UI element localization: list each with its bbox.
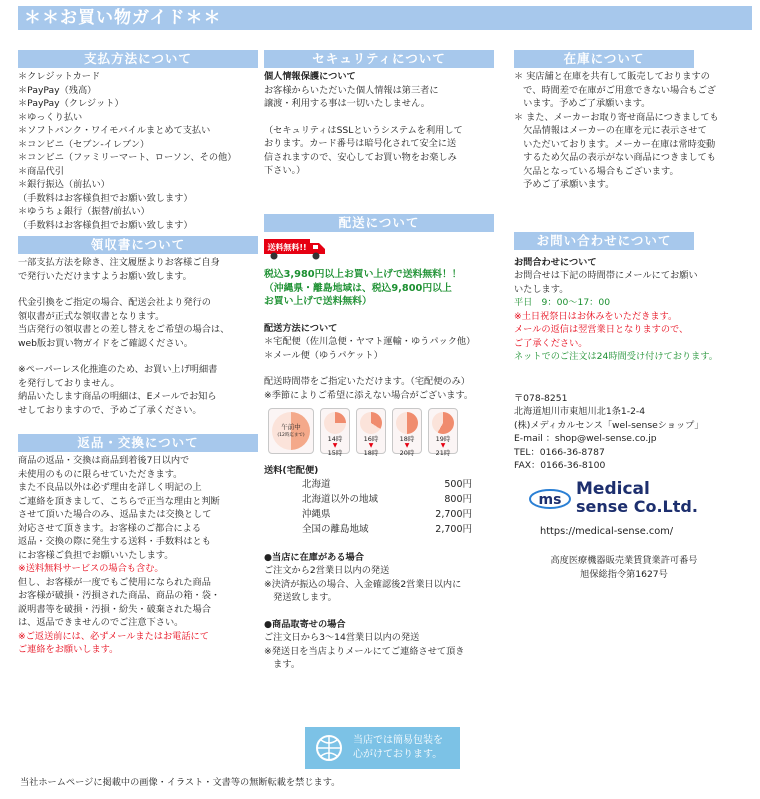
text-line: 代金引換をご指定の場合、配送会社より発行の: [18, 297, 211, 308]
simple-packaging-banner: [305, 727, 460, 769]
text-line: ＊コンビニ（ファミリーマート、ローソン、その他）: [18, 152, 237, 163]
page-title: ＊＊お買い物ガイド＊＊: [18, 6, 752, 30]
text-line: 未使用のものに限らせていただきます。: [18, 468, 183, 480]
text-line: 北海道旭川市東旭川北1条1-2-4: [514, 406, 646, 417]
text-line: ＊ゆっくり払い: [18, 111, 83, 123]
slot-bottom: 18時: [363, 449, 379, 457]
text-line: web版お買い物ガイドをご確認ください。: [18, 337, 193, 349]
text-line: （セキュリティはSSLというシステムを利用して: [264, 124, 463, 136]
text-line: ＊商品代引: [18, 165, 64, 177]
payment-heading: 支払方法について: [18, 50, 258, 68]
method-heading: 配送方法について: [264, 322, 338, 334]
text-line: 領収書が正式な領収書となります。: [18, 310, 165, 322]
text-line: ＊ゆうちょ銀行（振替/前払い）: [18, 206, 150, 217]
text-line: ご注文から2営業日以内の発送: [264, 565, 390, 576]
text-line: ＊PayPay（残高）: [18, 84, 97, 96]
free-shipping-sub: [264, 282, 504, 309]
fee-region: 全国の離島地域: [302, 523, 369, 535]
text-line: 対応させて頂きます。お客様のご都合による: [18, 522, 202, 534]
text-line: ＊PayPay（クレジット）: [18, 98, 124, 109]
text-line: ＊ また、メーカーお取り寄せ商品につきましても: [514, 111, 719, 123]
delivery-time-slots: [268, 408, 504, 457]
text-line: を発行しておりません。: [18, 377, 120, 389]
text-line: おります。カード番号は暗号化されて安全に送: [264, 138, 457, 149]
text-line: させて頂いた場合のみ、返品または交換として: [18, 509, 212, 520]
text-line: 信されますので、安心してお買い物をお楽しみ: [264, 151, 457, 163]
text-line: 旭保総指令第1627号: [580, 568, 668, 580]
table-row: [302, 508, 472, 523]
clock-icon: [324, 412, 346, 434]
text-line: 予めご了承願います。: [514, 179, 615, 190]
table-row: [302, 493, 472, 508]
time-slot-18: 18時 ▼ 20時: [392, 408, 422, 454]
text-line: は、返品できませんのでご注意下さい。: [18, 617, 184, 628]
text-line: います。予めご了承願います。: [514, 98, 651, 109]
text-line: また不良品以外は必ず理由を詳しく明記の上: [18, 482, 202, 493]
free-shipping-main: 税込3,980円以上お買い上げで送料無料！！: [264, 269, 462, 280]
time-slot-19: 19時 ▼ 21時: [428, 408, 458, 454]
slot-bottom: 15時: [327, 449, 343, 457]
backorder-heading: ●商品取寄せの場合: [264, 618, 346, 630]
stock-heading: 在庫について: [514, 50, 694, 68]
slot-top: 14時: [327, 435, 343, 443]
in-stock-lines: [264, 564, 504, 605]
slot-top: 16時: [363, 435, 379, 443]
text-line: ＊コンビニ（セブン-イレブン）: [18, 138, 150, 150]
contact-heading: お問い合わせについて: [514, 232, 694, 250]
text-line: FAX：0166-36-8100: [514, 460, 606, 471]
fee-price: 2,700円: [435, 508, 472, 520]
banner-text: [353, 734, 443, 762]
text-line: 譲渡・利用する事は一切いたしません。: [264, 98, 430, 109]
text-line: お買い上げで送料無料）: [264, 296, 372, 307]
text-line: 欠品となっている場合もございます。: [514, 165, 679, 177]
receipt-p2: [18, 296, 258, 350]
text-line: 説明書等を破損・汚損・紛失・破棄された場合: [18, 603, 211, 615]
text-line: （手数料はお客様負担でお願い致します）: [18, 192, 193, 204]
fee-price: 2,700円: [435, 523, 472, 535]
text-line: TEL：0166-36-8787: [514, 446, 605, 458]
text-line: ※ペーパーレス化推進のため、お買い上げ明細書: [18, 364, 218, 375]
text-line: ＊ソフトバンク・ワイモバイルまとめて支払い: [18, 125, 211, 136]
text-line: （手数料はお客様負担でお願い致します）: [18, 219, 193, 231]
slot-note: (12時迄まで): [277, 433, 305, 438]
text-line: E-mail ：shop@wel-sense.co.jp: [514, 433, 657, 444]
slot-bottom: 21時: [435, 449, 451, 457]
fee-region: 北海道: [302, 478, 331, 490]
text-line: ※決済が振込の場合、入金確認後2営業日以内に: [264, 578, 462, 590]
globe-icon: [311, 730, 347, 766]
logo-line1: Medical: [576, 478, 650, 499]
text-line: いたします。: [514, 283, 569, 295]
contact-red-notes: [514, 310, 754, 351]
fee-price: 500円: [444, 478, 472, 490]
returns-red-note: ※送料無料サービスの場合も含む。: [18, 563, 164, 574]
contact-intro: [514, 269, 754, 296]
text-line: ※季節によりご希望に添えない場合がございます。: [264, 389, 474, 401]
table-row: [302, 478, 472, 493]
text-line: ※発送日を当店よりメールにてご連絡させて頂き: [264, 645, 465, 657]
text-line: 商品の返品・交換は商品到着後7日以内で: [18, 455, 190, 466]
text-line: （沖縄県・離島地域は、税込9,800円以上: [264, 282, 452, 294]
text-line: 発送致します。: [264, 592, 337, 603]
backorder-lines: [264, 631, 504, 672]
text-line: ＊クレジットカード: [18, 71, 101, 82]
text-line: いただいております。メーカー在庫は常時変動: [514, 138, 716, 150]
stock-lines: [514, 70, 754, 192]
text-line: ＊ 実店舗と在庫を共有して販売しておりますの: [514, 71, 710, 82]
receipt-heading: 領収書について: [18, 236, 258, 254]
text-line: 配送時間帯をご指定いただけます。（宅配便のみ）: [264, 376, 470, 387]
logo-line2: sense Co.Ltd.: [576, 496, 698, 516]
text-line: 下さい。）: [264, 165, 306, 176]
text-line: お問合せは下記の時間帯にメールにてお願い: [514, 270, 698, 281]
fee-heading: 送料(宅配便): [264, 465, 319, 476]
text-line: 一部支払方法を除き、注文履歴よりお客様ご自身: [18, 257, 220, 268]
fee-price: 800円: [444, 493, 472, 505]
right-column: [514, 50, 754, 581]
fee-region: 沖縄県: [302, 508, 331, 520]
truck-icon: [264, 238, 326, 260]
receipt-p3: [18, 363, 258, 417]
text-line: 返品・交換の際に発生する送料・手数料はとも: [18, 536, 211, 547]
shipping-fee-table: [302, 478, 472, 538]
time-note: [264, 375, 504, 402]
text-line: せしておりますので、予めご了承ください。: [18, 404, 202, 416]
table-row: [302, 523, 472, 538]
contact-subheading: お問合わせについて: [514, 256, 597, 268]
text-line: するため欠品の表示がない商品につきましても: [514, 152, 716, 163]
text-line: ※ご返送前には、必ずメールまたはお電話にて: [18, 630, 209, 642]
truck-label: 送料無料!!: [267, 242, 307, 252]
text-line: 高度医療機器販売業賃貸業許可番号: [550, 555, 698, 566]
company-logo: [528, 478, 754, 516]
text-line: お客様からいただいた個人情報は第三者に: [264, 84, 439, 96]
text-line: 但し、お客様が一度でもご使用になられた商品: [18, 576, 211, 588]
security-p2: [264, 124, 504, 178]
text-line: ＊銀行振込（前払い）: [18, 179, 110, 190]
fee-region: 北海道以外の地域: [302, 493, 379, 505]
shipping-heading: 配送について: [264, 214, 494, 232]
text-line: ご注文日から3～14営業日以内の発送: [264, 632, 420, 643]
returns-red-contact: [18, 630, 258, 657]
in-stock-heading: ●当店に在庫がある場合: [264, 551, 364, 563]
security-p1: [264, 84, 504, 111]
returns-heading: 返品・交換について: [18, 434, 258, 452]
method-list: [264, 335, 504, 362]
time-slot-16: 16時 ▼ 18時: [356, 408, 386, 454]
slot-top: 18時: [399, 435, 415, 443]
text-line: ご了承ください。: [514, 337, 588, 349]
text-line: 当店では簡易包装を: [353, 735, 443, 746]
time-slot-morning: [268, 408, 314, 454]
contact-24h-note: ネットでのご注文は24時間受け付けております。: [514, 351, 718, 362]
free-shipping-badge: [264, 238, 326, 260]
ms-logo-icon: [528, 483, 576, 513]
text-line: (株)メディカルセンス「wel-senseショップ」: [514, 419, 704, 431]
slot-top: 午前中: [281, 423, 301, 431]
returns-p1: [18, 454, 258, 562]
clock-icon: [272, 412, 310, 450]
text-line: 当店発行の領収書との差し替えをご希望の場合は、: [18, 324, 230, 335]
text-line: お客様が破損・汚損された商品、商品の箱・袋・: [18, 590, 221, 601]
text-line: メールの返信は翌営業日となりますので、: [514, 324, 689, 335]
left-column: [18, 50, 258, 657]
text-line: 納品いたします商品の明細は、Eメールでお知ら: [18, 391, 217, 402]
text-line: で、時間差で在庫がご用意できない場合もござ: [514, 84, 716, 96]
security-subheading: 個人情報保護について: [264, 71, 356, 82]
company-address: [514, 392, 754, 473]
payment-list: [18, 70, 258, 232]
clock-icon: [396, 412, 418, 434]
text-line: にお客様ご負担でお願いいたします。: [18, 549, 174, 561]
slot-bottom: 20時: [399, 449, 415, 457]
clock-icon: [432, 412, 454, 434]
slot-top: 19時: [435, 435, 451, 443]
text-line: 〒078-8251: [514, 392, 568, 404]
text-line: 欠品情報はメーカーの在庫を元に表示させて: [514, 125, 707, 136]
security-heading: セキュリティについて: [264, 50, 494, 68]
text-line: ＊メール便（ゆうパケット）: [264, 349, 383, 361]
receipt-p1: [18, 256, 258, 283]
text-line: ※土日祝祭日はお休みをいただきます。: [514, 310, 678, 322]
text-line: で発行いただけますようお願い致します。: [18, 270, 192, 282]
clock-icon: [360, 412, 382, 434]
contact-hours: 平日 9：00～17：00: [514, 297, 611, 308]
text-line: ます。: [264, 659, 301, 670]
footer-notice: 当社ホームページに掲載中の画像・イラスト・文書等の無断転載を禁じます。: [20, 777, 341, 788]
time-slot-14: 14時 ▼ 15時: [320, 408, 350, 454]
returns-p2: [18, 576, 258, 630]
text-line: ご連絡をお願いします。: [18, 644, 119, 655]
middle-column: [264, 50, 504, 672]
text-line: ＊宅配便（佐川急便・ヤマト運輸・ゆうパック他）: [264, 336, 476, 347]
license-info: [514, 554, 734, 581]
company-url[interactable]: https://medical-sense.com/: [540, 525, 674, 537]
text-line: 心がけております。: [353, 749, 443, 760]
text-line: ご連絡を頂きまして、こちらで正当な理由と判断: [18, 495, 220, 507]
svg-text:ms: ms: [538, 491, 562, 508]
